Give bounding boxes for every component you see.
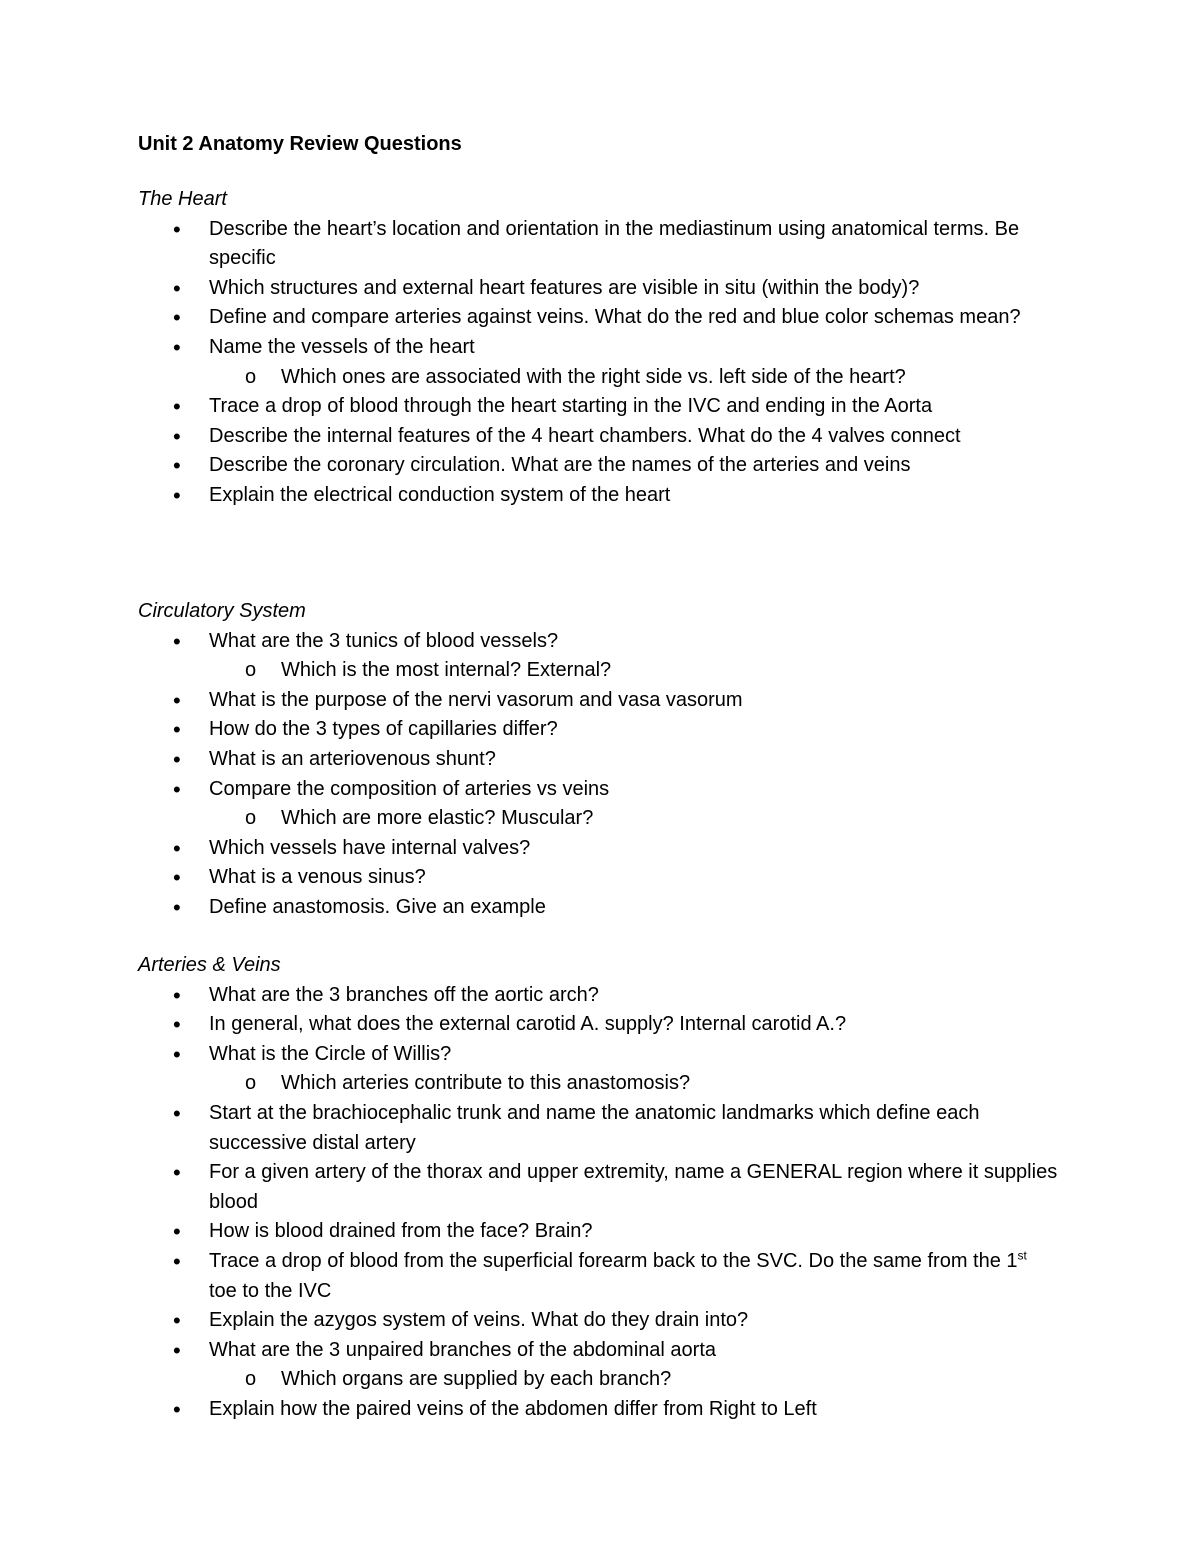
question-text: Which are more elastic? Muscular? xyxy=(281,807,594,830)
question-text: Trace a drop of blood through the heart starting in the IVC and ending in the Aorta xyxy=(209,395,933,418)
section-heading: Circulatory System xyxy=(138,600,306,622)
question-list xyxy=(0,627,1200,923)
question-text: Trace a drop of blood from the superficial forearm back to the SVC. Do the same from the 1 xyxy=(209,1249,1018,1272)
question-text: Which vessels have internal valves? xyxy=(209,836,531,859)
question-item xyxy=(0,1306,1200,1336)
question-text-continued: toe to the IVC xyxy=(209,1279,332,1302)
question-text: What are the 3 unpaired branches of the abdominal aorta xyxy=(209,1338,716,1361)
question-item xyxy=(0,1217,1200,1247)
question-item xyxy=(0,775,1200,805)
question-item xyxy=(0,392,1200,422)
question-list xyxy=(0,215,1200,511)
question-text: How do the 3 types of capillaries differ? xyxy=(209,718,558,741)
question-text: What are the 3 branches off the aortic arch? xyxy=(209,983,599,1006)
question-list xyxy=(0,981,1200,1425)
question-text: How is blood drained from the face? Brain? xyxy=(209,1220,593,1243)
question-text: Which organs are supplied by each branch? xyxy=(281,1368,672,1391)
question-text: Start at the brachiocephalic trunk and name the anatomic landmarks which define each successive distal artery xyxy=(209,1101,980,1154)
question-text: Explain how the paired veins of the abdomen differ from Right to Left xyxy=(209,1397,817,1420)
question-item xyxy=(0,686,1200,716)
sub-question-item xyxy=(0,363,1200,393)
question-item xyxy=(0,333,1200,363)
question-text: Explain the electrical conduction system of the heart xyxy=(209,483,671,506)
question-item xyxy=(0,274,1200,304)
section-the-heart xyxy=(0,185,1200,511)
document-title: Unit 2 Anatomy Review Questions xyxy=(138,133,462,155)
question-item xyxy=(0,863,1200,893)
question-item xyxy=(0,422,1200,452)
sub-question-item xyxy=(0,1365,1200,1395)
question-text: For a given artery of the thorax and upper extremity, name a GENERAL region where it supplies blood xyxy=(209,1161,1058,1213)
question-text: What are the 3 tunics of blood vessels? xyxy=(209,629,559,652)
superscript-text: st xyxy=(1017,1248,1027,1263)
question-item xyxy=(0,1336,1200,1366)
question-text: In general, what does the external carotid A. supply? Internal carotid A.? xyxy=(209,1013,847,1036)
question-item xyxy=(0,215,1200,274)
question-item xyxy=(0,1099,1200,1158)
question-text: Compare the composition of arteries vs veins xyxy=(209,777,610,800)
question-text: Which arteries contribute to this anastomosis? xyxy=(281,1072,691,1095)
question-item xyxy=(0,1247,1200,1306)
section-circulatory-system xyxy=(0,597,1200,923)
section-heading: Arteries & Veins xyxy=(138,954,281,976)
question-text: Describe the coronary circulation. What are the names of the arteries and veins xyxy=(209,454,911,477)
question-text: Describe the heart’s location and orientation in the mediastinum using anatomical terms. Be specific xyxy=(209,217,1020,270)
question-item xyxy=(0,893,1200,923)
question-item xyxy=(0,834,1200,864)
question-item xyxy=(0,1395,1200,1425)
sub-question-item xyxy=(0,1069,1200,1099)
question-item xyxy=(0,981,1200,1011)
question-text: Describe the internal features of the 4 heart chambers. What do the 4 valves connect xyxy=(209,424,961,447)
question-text: Name the vessels of the heart xyxy=(209,335,475,358)
question-text: Which structures and external heart features are visible in situ (within the body)? xyxy=(209,276,920,299)
section-arteries-veins xyxy=(0,951,1200,1425)
question-text: What is a venous sinus? xyxy=(209,866,426,889)
question-item xyxy=(0,1010,1200,1040)
question-text: Which is the most internal? External? xyxy=(281,659,612,682)
question-text: What is the purpose of the nervi vasorum and vasa vasorum xyxy=(209,688,743,711)
question-text: Explain the azygos system of veins. What do they drain into? xyxy=(209,1309,749,1332)
question-item xyxy=(0,745,1200,775)
question-item xyxy=(0,303,1200,333)
question-item xyxy=(0,481,1200,511)
question-item xyxy=(0,1040,1200,1070)
question-item xyxy=(0,627,1200,657)
question-text: Which ones are associated with the right side vs. left side of the heart? xyxy=(281,365,906,388)
question-item xyxy=(0,715,1200,745)
question-text: Define and compare arteries against veins. What do the red and blue color schemas mean? xyxy=(209,306,1021,329)
question-item xyxy=(0,451,1200,481)
question-text: Define anastomosis. Give an example xyxy=(209,895,546,918)
sub-question-item xyxy=(0,656,1200,686)
question-text: What is the Circle of Willis? xyxy=(209,1042,452,1065)
section-heading: The Heart xyxy=(138,188,227,210)
question-item xyxy=(0,1158,1200,1217)
question-text: What is an arteriovenous shunt? xyxy=(209,747,496,770)
sub-question-item xyxy=(0,804,1200,834)
